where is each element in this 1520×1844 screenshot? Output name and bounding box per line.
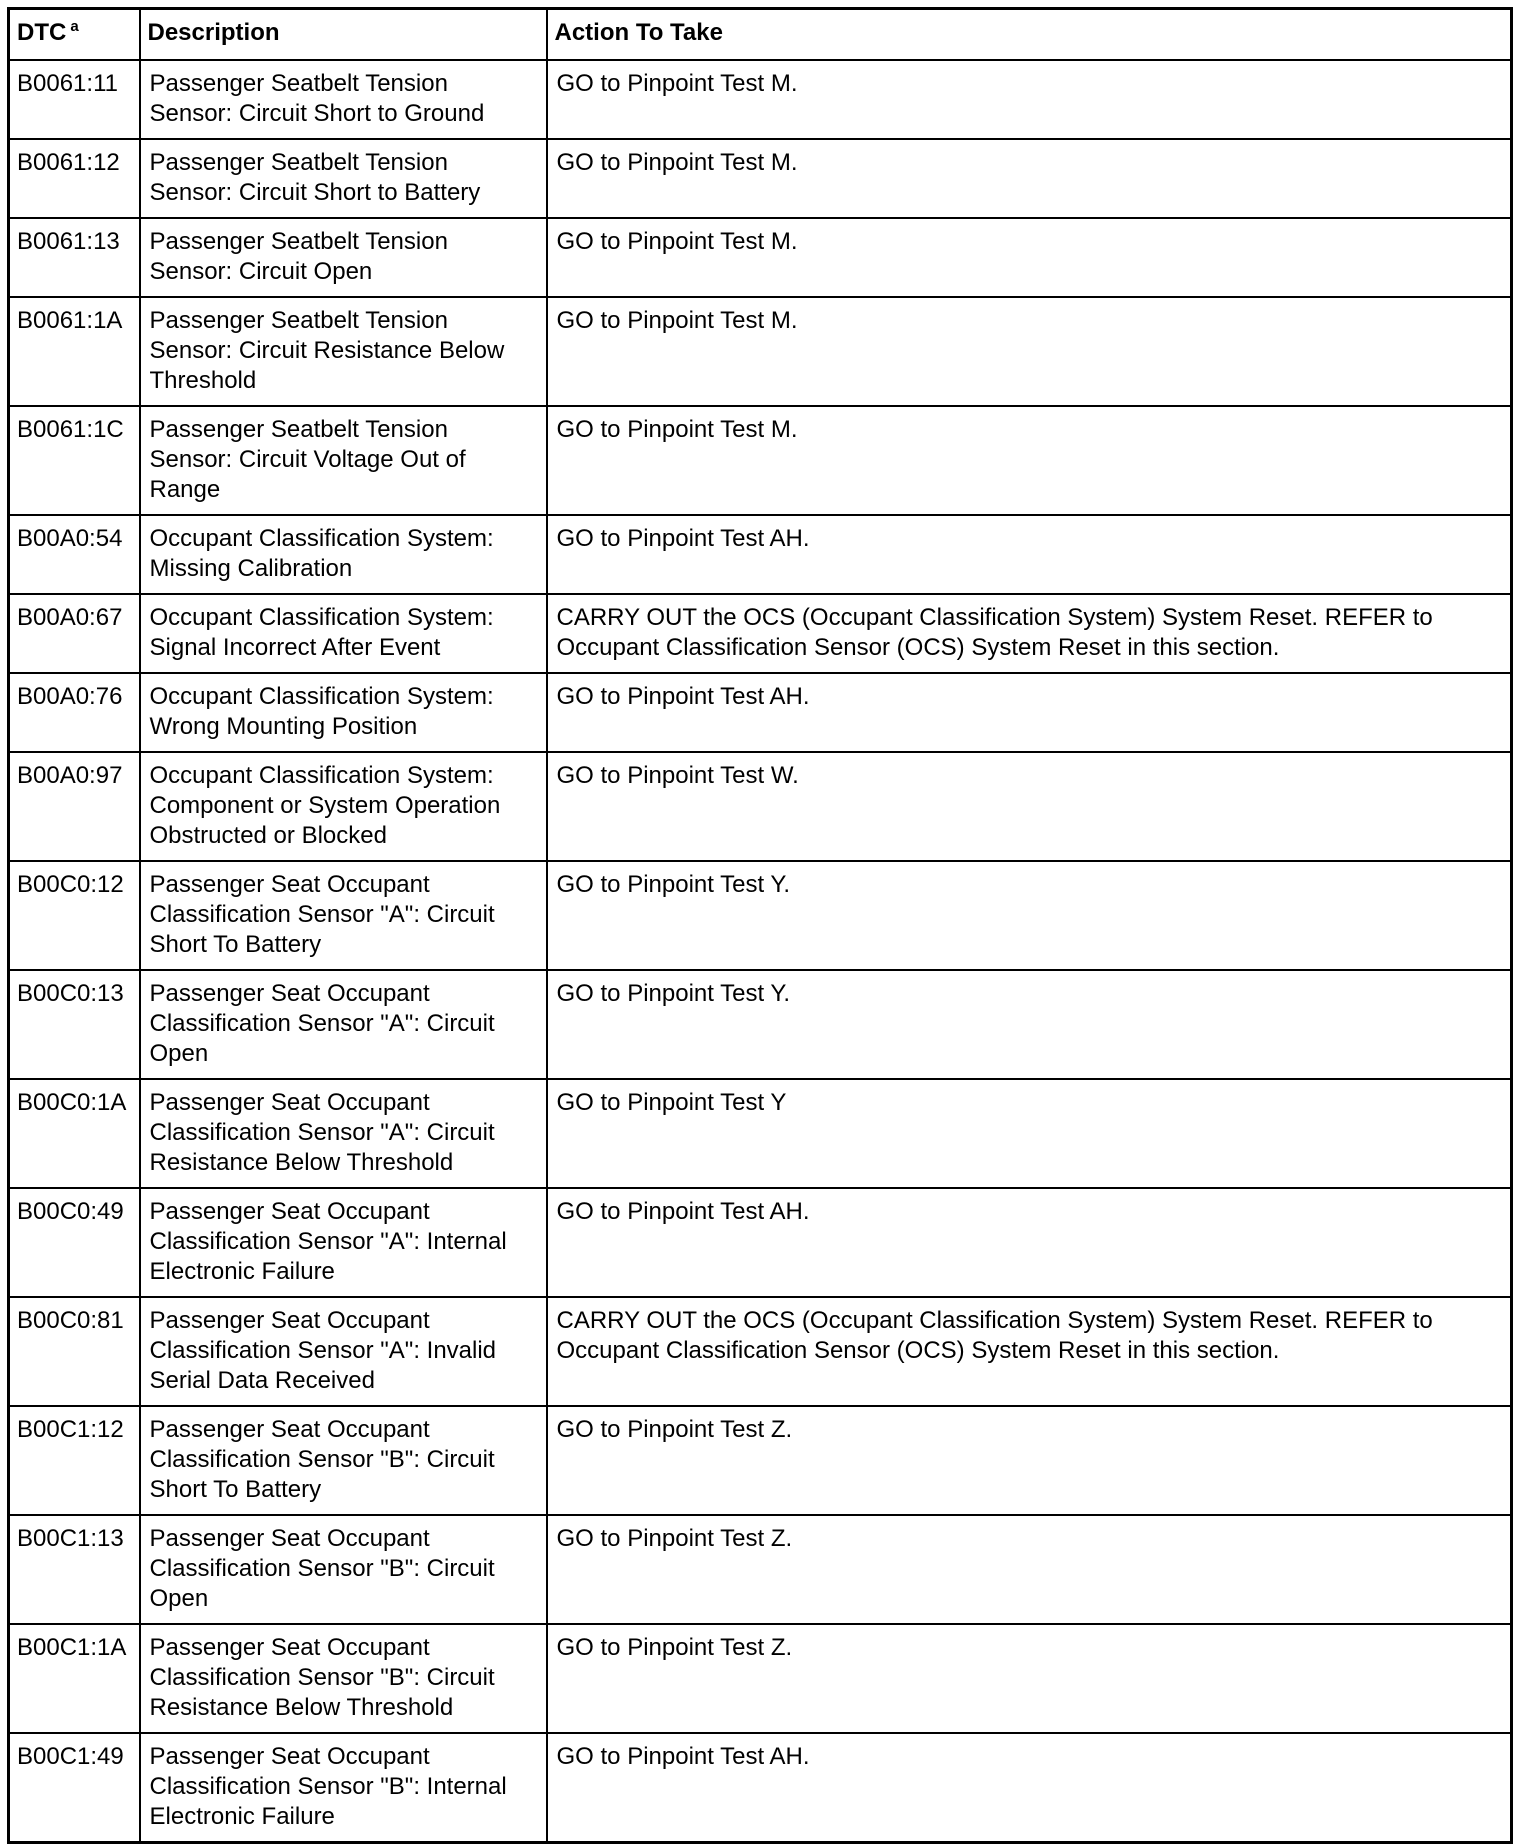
action-cell: GO to Pinpoint Test Z. <box>547 1406 1512 1515</box>
table-row <box>9 861 1512 970</box>
action-cell: GO to Pinpoint Test AH. <box>547 1188 1512 1297</box>
header-dtc <box>9 9 140 61</box>
description-cell: Passenger Seat Occupant Classification Sensor "B": Circuit Open <box>140 1515 547 1624</box>
action-cell: GO to Pinpoint Test Z. <box>547 1515 1512 1624</box>
action-cell: CARRY OUT the OCS (Occupant Classification System) System Reset. REFER to Occupant Classification Sensor (OCS) System Reset in this section. <box>547 594 1512 673</box>
description-cell: Passenger Seatbelt Tension Sensor: Circuit Open <box>140 218 547 297</box>
header-description: Description <box>140 9 547 61</box>
dtc-code-cell: B00A0:54 <box>9 515 140 594</box>
table-row <box>9 139 1512 218</box>
description-cell: Passenger Seat Occupant Classification Sensor "A": Circuit Short To Battery <box>140 861 547 970</box>
dtc-code-cell: B00A0:76 <box>9 673 140 752</box>
dtc-code-cell: B00C0:13 <box>9 970 140 1079</box>
action-cell: GO to Pinpoint Test M. <box>547 406 1512 515</box>
action-cell: CARRY OUT the OCS (Occupant Classification System) System Reset. REFER to Occupant Classification Sensor (OCS) System Reset in this section. <box>547 1297 1512 1406</box>
dtc-code-cell: B00C1:49 <box>9 1733 140 1843</box>
description-cell: Passenger Seat Occupant Classification Sensor "B": Internal Electronic Failure <box>140 1733 547 1843</box>
action-cell: GO to Pinpoint Test M. <box>547 218 1512 297</box>
action-cell: GO to Pinpoint Test Y. <box>547 970 1512 1079</box>
description-cell: Passenger Seatbelt Tension Sensor: Circuit Resistance Below Threshold <box>140 297 547 406</box>
description-cell: Passenger Seat Occupant Classification Sensor "A": Circuit Open <box>140 970 547 1079</box>
dtc-code-cell: B0061:12 <box>9 139 140 218</box>
table-row <box>9 1515 1512 1624</box>
description-cell: Occupant Classification System: Component or System Operation Obstructed or Blocked <box>140 752 547 861</box>
dtc-code-cell: B00C0:49 <box>9 1188 140 1297</box>
description-cell: Passenger Seatbelt Tension Sensor: Circuit Short to Battery <box>140 139 547 218</box>
dtc-code-cell: B00A0:67 <box>9 594 140 673</box>
dtc-code-cell: B00C0:1A <box>9 1079 140 1188</box>
description-cell: Passenger Seatbelt Tension Sensor: Circuit Voltage Out of Range <box>140 406 547 515</box>
table-row <box>9 406 1512 515</box>
action-cell: GO to Pinpoint Test AH. <box>547 673 1512 752</box>
table-body <box>9 60 1512 1843</box>
dtc-code-cell: B0061:11 <box>9 60 140 139</box>
action-cell: GO to Pinpoint Test W. <box>547 752 1512 861</box>
description-cell: Passenger Seat Occupant Classification Sensor "A": Invalid Serial Data Received <box>140 1297 547 1406</box>
action-cell: GO to Pinpoint Test Y <box>547 1079 1512 1188</box>
description-cell: Occupant Classification System: Missing Calibration <box>140 515 547 594</box>
table-row <box>9 1079 1512 1188</box>
dtc-code-cell: B0061:1C <box>9 406 140 515</box>
table-row <box>9 1624 1512 1733</box>
action-cell: GO to Pinpoint Test M. <box>547 139 1512 218</box>
action-cell: GO to Pinpoint Test Z. <box>547 1624 1512 1733</box>
table-row <box>9 60 1512 139</box>
dtc-code-cell: B00C0:12 <box>9 861 140 970</box>
table-row <box>9 297 1512 406</box>
table-header-row <box>9 9 1512 61</box>
dtc-code-cell: B00C1:12 <box>9 1406 140 1515</box>
action-cell: GO to Pinpoint Test M. <box>547 297 1512 406</box>
dtc-code-cell: B00C1:1A <box>9 1624 140 1733</box>
dtc-code-cell: B00A0:97 <box>9 752 140 861</box>
table-row <box>9 1297 1512 1406</box>
dtc-code-cell: B00C0:81 <box>9 1297 140 1406</box>
description-cell: Occupant Classification System: Wrong Mounting Position <box>140 673 547 752</box>
table-row <box>9 594 1512 673</box>
header-action: Action To Take <box>547 9 1512 61</box>
dtc-table <box>7 7 1513 1844</box>
table-row <box>9 1733 1512 1843</box>
action-cell: GO to Pinpoint Test AH. <box>547 515 1512 594</box>
header-dtc-label: DTC <box>17 19 67 46</box>
dtc-code-cell: B0061:1A <box>9 297 140 406</box>
table-row <box>9 1406 1512 1515</box>
action-cell: GO to Pinpoint Test M. <box>547 60 1512 139</box>
dtc-code-cell: B00C1:13 <box>9 1515 140 1624</box>
dtc-code-cell: B0061:13 <box>9 218 140 297</box>
description-cell: Passenger Seat Occupant Classification Sensor "B": Circuit Resistance Below Threshold <box>140 1624 547 1733</box>
description-cell: Passenger Seat Occupant Classification Sensor "A": Internal Electronic Failure <box>140 1188 547 1297</box>
table-row <box>9 218 1512 297</box>
table-row <box>9 752 1512 861</box>
table-row <box>9 970 1512 1079</box>
action-cell: GO to Pinpoint Test Y. <box>547 861 1512 970</box>
description-cell: Passenger Seat Occupant Classification Sensor "A": Circuit Resistance Below Threshold <box>140 1079 547 1188</box>
table-row <box>9 673 1512 752</box>
description-cell: Occupant Classification System: Signal Incorrect After Event <box>140 594 547 673</box>
description-cell: Passenger Seatbelt Tension Sensor: Circuit Short to Ground <box>140 60 547 139</box>
table-row <box>9 1188 1512 1297</box>
table-row <box>9 515 1512 594</box>
action-cell: GO to Pinpoint Test AH. <box>547 1733 1512 1843</box>
description-cell: Passenger Seat Occupant Classification Sensor "B": Circuit Short To Battery <box>140 1406 547 1515</box>
header-dtc-footnote: a <box>70 18 79 35</box>
